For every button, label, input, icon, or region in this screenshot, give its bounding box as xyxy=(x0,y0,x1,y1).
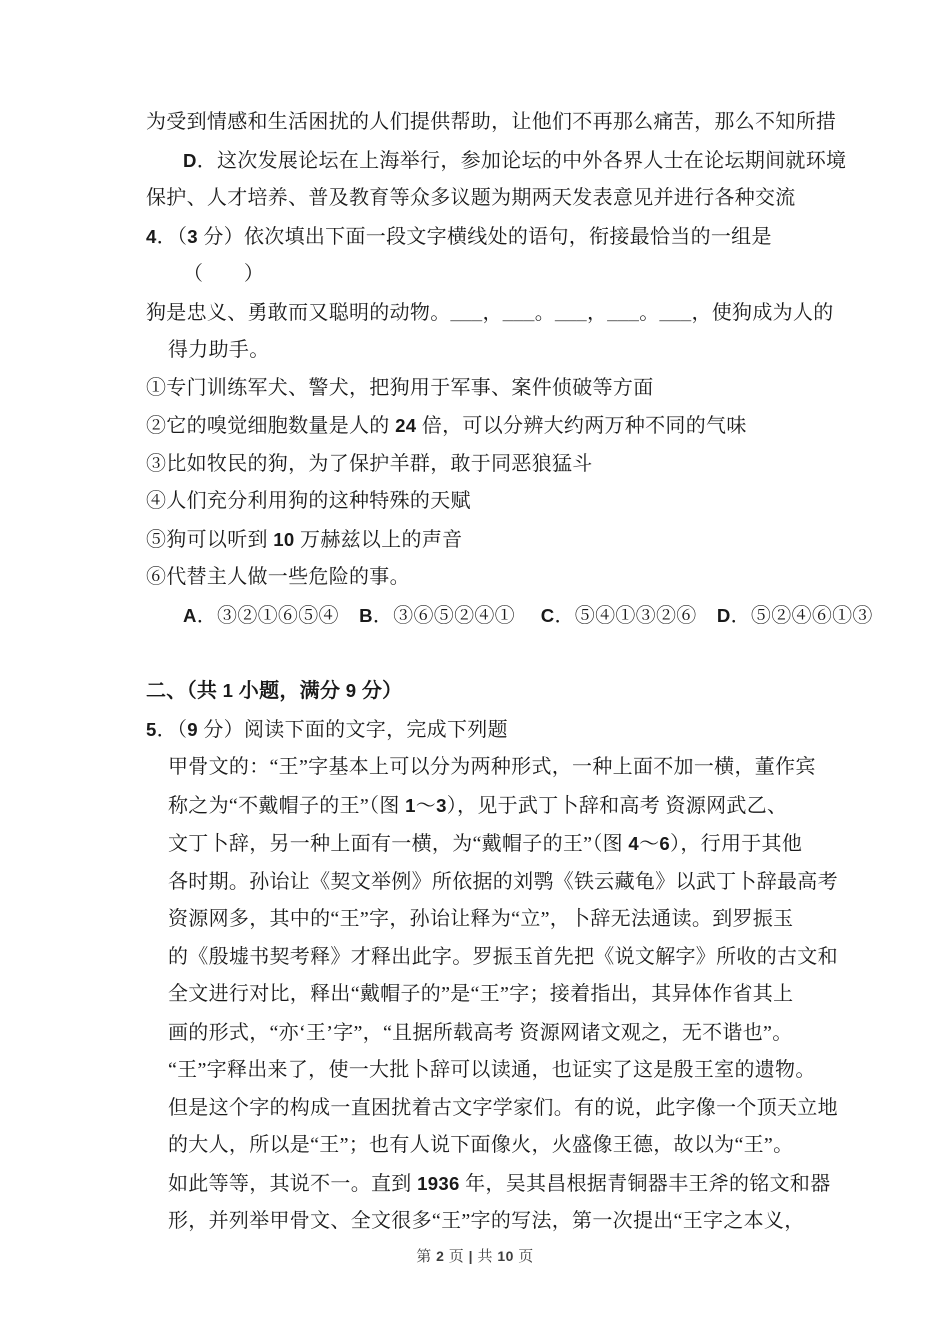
latin-text: ___ xyxy=(502,301,535,323)
latin-text: 4 xyxy=(146,225,157,247)
latin-text: 3 xyxy=(436,794,447,816)
latin-text: 5 xyxy=(146,718,157,740)
latin-text: 1 xyxy=(217,680,239,701)
question-4-item-3: ③比如牧民的狗，为了保护羊群，敢于同恶狼猛斗 xyxy=(146,452,593,475)
latin-text: 1936 xyxy=(411,1172,466,1194)
question-4-answer-bracket: （ ） xyxy=(183,263,265,285)
question-5-passage-line-8: 画的形式，“亦‘王’字”，“且据所载高考 资源网诸文观之，无不谐也”。 xyxy=(168,1021,793,1044)
question-4-item-6: ⑥代替主人做一些危险的事。 xyxy=(146,566,410,588)
section-2-heading: 二、（共 1 小题，满分 9 分） xyxy=(146,680,403,702)
option-d: D．这次发展论坛在上海举行，参加论坛的中外各界人士在论坛期间就环境 xyxy=(183,149,847,172)
latin-text: 10 xyxy=(267,528,301,550)
latin-text: 9 xyxy=(340,680,362,701)
question-5-passage-line-7: 全文进行对比，释出“戴帽子的”是“王”字；接着指出，其异体作省其上 xyxy=(168,983,794,1005)
latin-text: A xyxy=(183,604,197,626)
page-number-footer: 第 2 页 | 共 10 页 xyxy=(416,1248,534,1265)
question-4-passage: 狗是忠义、勇敢而又聪明的动物。___，___。___，___。___，使狗成为人的 xyxy=(146,301,834,324)
question-5-passage-line-4: 各时期。孙诒让《契文举例》所依据的刘鹗《铁云藏龟》以武丁卜辞最高考 xyxy=(168,870,838,893)
question-5-passage-line-2: 称之为“不戴帽子的王”（图 1～3），见于武丁卜辞和高考 资源网武乙、 xyxy=(168,794,788,817)
question-5-passage-line-10: 但是这个字的构成一直困扰着古文字学家们。有的说，此字像一个顶天立地 xyxy=(168,1096,838,1119)
latin-text: 1 xyxy=(399,794,416,816)
latin-text: 10 xyxy=(492,1248,519,1264)
question-5-stem: 5．（9 分）阅读下面的文字，完成下列题 xyxy=(146,718,508,741)
latin-text: 9 xyxy=(187,718,204,740)
latin-text: ___ xyxy=(659,301,692,323)
latin-text: | xyxy=(464,1248,478,1264)
latin-text: D xyxy=(183,149,197,171)
question-5-passage-line-6: 的《殷墟书契考释》才释出此字。罗振玉首先把《说文解字》所收的古文和 xyxy=(168,945,838,968)
latin-text: B xyxy=(359,604,373,626)
question-5-passage-line-13: 形，并列举甲骨文、全文很多“王”字的写法，第一次提出“王字之本义， xyxy=(168,1210,805,1232)
latin-text: 6 xyxy=(659,833,671,854)
question-4-choices: A．③②①⑥⑤④ B．③⑥⑤②④① C．⑤④①③②⑥ D．⑤②④⑥①③ xyxy=(183,604,873,627)
question-5-passage-line-12: 如此等等，其说不一。直到 1936 年，吴其昌根据青铜器丰王斧的铭文和器 xyxy=(168,1172,831,1195)
question-4-item-5: ⑤狗可以听到 10 万赫兹以上的声音 xyxy=(146,528,463,551)
latin-text: ___ xyxy=(607,301,640,323)
document-body xyxy=(146,104,873,1241)
question-5-passage-line-9: “王”字释出来了，使一大批卜辞可以读通，也证实了这是殷王室的遗物。 xyxy=(168,1059,816,1081)
latin-text: D xyxy=(716,604,731,626)
latin-text xyxy=(514,1022,519,1043)
question-4-item-1: ①专门训练军犬、警犬，把狗用于军事、案件侦破等方面 xyxy=(146,376,654,399)
latin-text: C xyxy=(535,604,555,626)
question-5-passage-line-1: 甲骨文的：“王”字基本上可以分为两种形式，一种上面不加一横，董作宾 xyxy=(168,756,816,778)
question-4-item-4: ④人们充分利用狗的这种特殊的天赋 xyxy=(146,490,471,512)
latin-text: 24 xyxy=(389,415,422,436)
latin-text: ___ xyxy=(450,301,483,323)
latin-text: 4 xyxy=(622,833,640,854)
question-4-stem: 4．（3 分）依次填出下面一段文字横线处的语句，衔接最恰当的一组是 xyxy=(146,225,772,248)
latin-text xyxy=(660,795,665,816)
latin-text: ___ xyxy=(555,301,587,323)
option-d-wrap: 保护、人才培养、普及教育等众多议题为期两天发表意见并进行各种交流 xyxy=(146,187,796,209)
latin-text: 3 xyxy=(187,225,204,247)
question-4-passage-wrap: 得力助手。 xyxy=(168,339,270,361)
question-5-passage-line-3: 文丁卜辞，另一种上面有一横，为“戴帽子的王”（图 4～6），行用于其他 xyxy=(168,833,803,855)
option-d-continuation-text: 为受到情感和生活困扰的人们提供帮助，让他们不再那么痛苦，那么不知所措 xyxy=(146,111,837,133)
question-5-passage-line-5: 资源网多，其中的“王”字，孙诒让释为“立”，卜辞无法通读。到罗振玉 xyxy=(168,908,794,930)
question-4-item-2: ②它的嗅觉细胞数量是人的 24 倍，可以分辨大约两万种不同的气味 xyxy=(146,415,747,437)
latin-text: 2 xyxy=(431,1248,449,1264)
question-5-passage-line-11: 的大人，所以是“王”；也有人说下面像火，火盛像王德，故以为“王”。 xyxy=(168,1134,794,1156)
